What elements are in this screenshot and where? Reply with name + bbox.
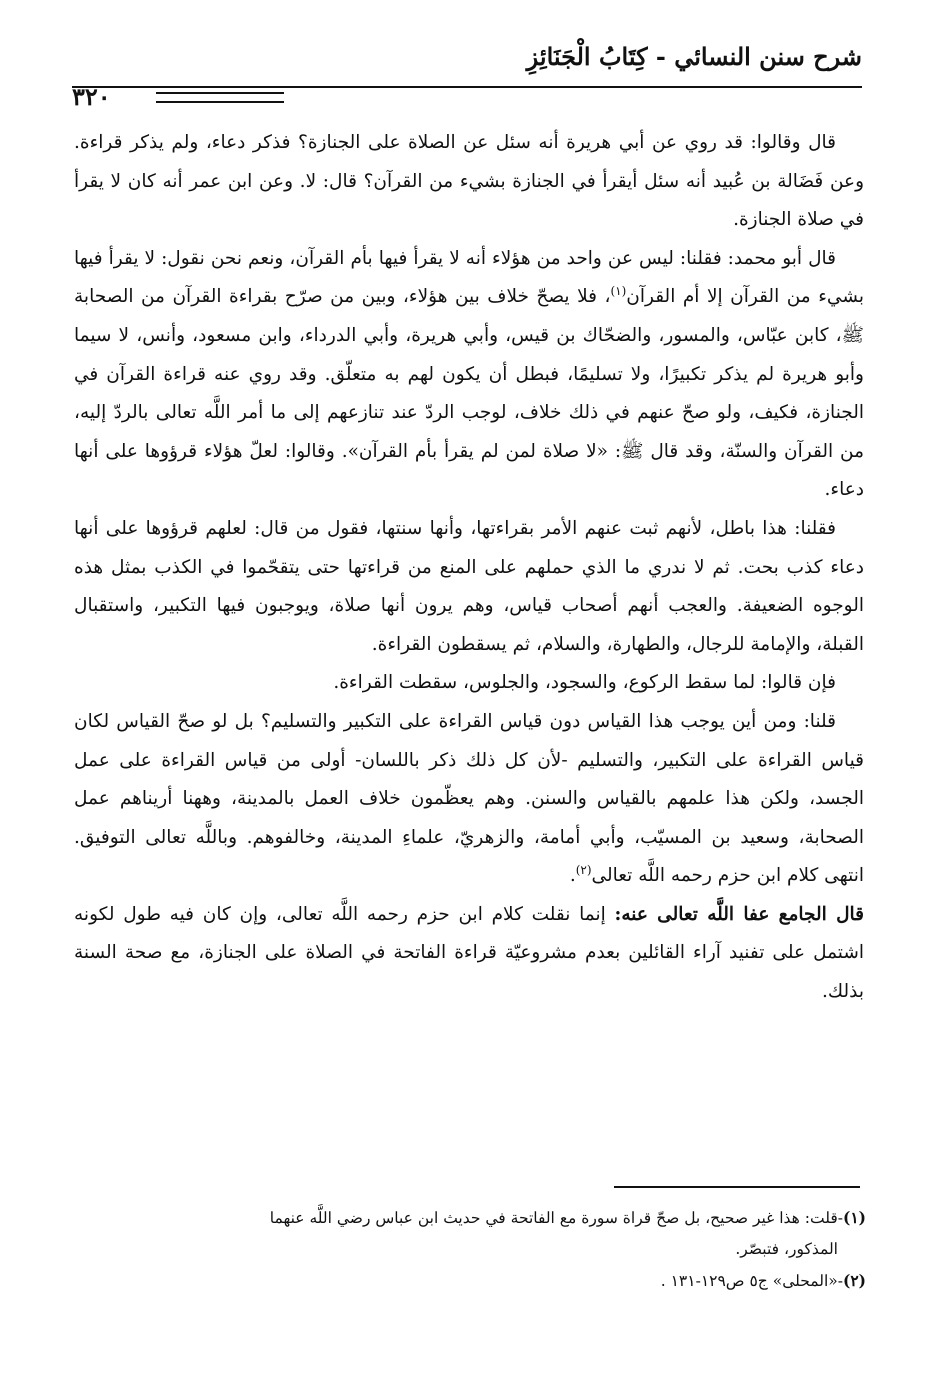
paragraph-4: فإن قالوا: لما سقط الركوع، والسجود، والجلوس، سقطت القراءة. xyxy=(333,672,836,694)
main-text xyxy=(74,124,864,1012)
paragraph-2-part-a: قال أبو محمد: فقلنا: ليس عن واحد من هؤلاء أنه لا يقرأ فيها بأم القرآن، ونعم نحن نقول: لا يقرأ فيها بشيء من القرآن إلا أم القرآن xyxy=(74,247,864,308)
page-number-rule xyxy=(156,92,284,103)
running-header-title: شرح سنن النسائي - كِتَابُ الْجَنَائِزِ xyxy=(526,42,862,71)
footnote-2-number: (٢) xyxy=(842,1271,866,1290)
paragraph-5-text: قلنا: ومن أين يوجب هذا القياس دون قياس القراءة على التكبير والتسليم؟ بل لو صحّ القياس لكان قياس القراءة على التكبير، والتسليم -لأن كل ذلك ذكر باللسان- أولى من قياس القراءة على عمل الجسد، ولكن هذا علمهم بالقياس والسنن. وهم يعظّمون خلاف العمل بالمدينة، وههنا أريناهم عمل الصحابة، وسعيد بن المسيّب، وأبي أمامة، والزهريّ، علماءِ المدينة، وخالفوهم. وباللَّه تعالى التوفيق. انتهى كلام ابن حزم رحمه اللَّه تعالى xyxy=(74,710,864,887)
paragraph-2-part-b: ، فلا يصحّ خلاف بين هؤلاء، وبين من صرّح بقراءة القرآن من الصحابة ﷺ، كابن عبّاس، والمسور، والضحّاك بن قيس، وأبي هريرة، وأبي الدرداء، وابن مسعود، وأنس، لا سيما وأبو هريرة لم يذكر تكبيرًا، ولا تسليمًا، فبطل أن يكون لهم به متعلّق. وقد روي عنه قراءة القرآن في الجنازة، فكيف، ولو صحّ عنهم في ذلك خلاف، لوجب الردّ عند تنازعهم إلى ما أمر اللَّه تعالى بالردّ إليه، من القرآن والسنّة، وقد قال ﷺ: «لا صلاة لمن لم يقرأ بأم القرآن». وقالوا: لعلّ هؤلاء قرؤوها على أنها دعاء. xyxy=(74,286,864,501)
page-number-area xyxy=(72,82,372,112)
footnotes xyxy=(76,1202,866,1297)
footnote-1-text: -قلت: هذا غير صحيح، بل صحّ قراة سورة مع الفاتحة في حديث ابن عباس رضي اللَّه عنهما xyxy=(269,1209,843,1227)
compiler-lead: قال الجامع عفا اللَّه تعالى عنه: xyxy=(614,903,864,925)
paragraph-2 xyxy=(74,240,864,510)
footnote-2 xyxy=(76,1265,866,1297)
paragraph-5-end: . xyxy=(569,865,576,887)
footnote-2-text: -«المحلى» ج٥ ص١٢٩-١٣١ . xyxy=(660,1272,843,1290)
footnote-1 xyxy=(76,1202,866,1234)
footnote-1-continuation: المذكور، فتبصّر. xyxy=(735,1240,838,1258)
paragraph-5 xyxy=(74,703,864,896)
footnote-rule xyxy=(614,1186,860,1188)
footnote-ref-2[interactable]: (٢) xyxy=(575,863,592,878)
footnote-ref-1[interactable]: (١) xyxy=(610,284,627,299)
paragraph-6 xyxy=(74,896,864,1012)
page-number: ٣٢٠ xyxy=(72,82,111,111)
footnote-1-number: (١) xyxy=(842,1208,866,1227)
paragraph-3: فقلنا: هذا باطل، لأنهم ثبت عنهم الأمر بقراءتها، وأنها سنتها، فقول من قال: لعلهم قرؤوها على أنها دعاء كذب بحت. ثم لا ندري ما الذي حملهم على المنع من قراءتها حتى يتقحّموا في الكذب بمثل هذه الوجوه الضعيفة. والعجب أنهم أصحاب قياس، وهم يرون أنها صلاة، ويوجبون فيها التكبير، واستقبال القبلة، والإمامة للرجال، والطهارة، والسلام، ثم يسقطون القراءة. xyxy=(74,517,864,655)
paragraph-6-text: إنما نقلت كلام ابن حزم رحمه اللَّه تعالى، وإن كان فيه طول لكونه اشتمل على تفنيد آراء القائلين بعدم مشروعيّة قراءة الفاتحة في الصلاة على الجنازة، مع صحة السنة بذلك. xyxy=(74,903,864,1003)
paragraph-1: قال وقالوا: قد روي عن أبي هريرة أنه سئل عن الصلاة على الجنازة؟ فذكر دعاء، ولم يذكر قراءة. وعن فَضَالة بن عُبيد أنه سئل أيقرأ في الجنازة بشيء من القرآن؟ قال: لا. وعن ابن عمر أنه كان لا يقرأ في صلاة الجنازة. xyxy=(74,132,864,231)
running-header xyxy=(72,40,862,82)
